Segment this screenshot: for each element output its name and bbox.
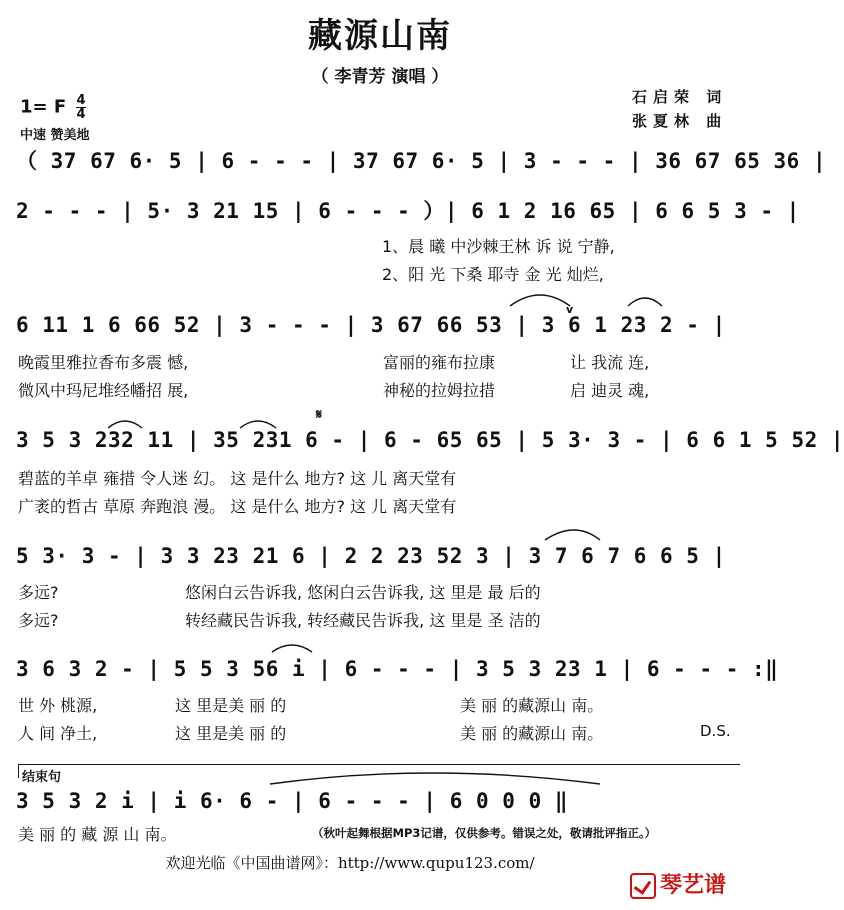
site-logo: [630, 868, 726, 899]
page-title: 藏源山南: [308, 16, 452, 56]
lyric-row-5-verse-2-a: 多远?: [18, 611, 59, 630]
lyric-row-2-verse-1: 1、晨 曦 中沙棘王林 诉 说 宁静,: [382, 237, 615, 256]
lyric-row-6-verse-1-b: 这 里是美 丽 的: [175, 696, 287, 715]
slur-arc: [108, 421, 142, 428]
segno-icon: 𝄋: [316, 407, 323, 423]
key-signature: [20, 94, 86, 121]
lyric-row-5-verse-2-b: 转经藏民告诉我, 转经藏民告诉我, 这 里是 圣 洁的: [185, 611, 541, 630]
lyric-row-6-verse-1-a: 世 外 桃源,: [18, 696, 98, 715]
notation-row-4: 3 5 3 232 11 | 35 231 6 - | 6 - 65 65 | 5 3· 3 - | 6 6 1 5 52 |: [16, 428, 844, 452]
lyric-row-5-verse-1-a: 多远?: [18, 583, 59, 602]
ending-label: 结束句: [22, 770, 62, 785]
music-logo-icon: [630, 873, 656, 899]
slur-arc: [240, 421, 276, 428]
lyric-row-6-verse-2-b: 这 里是美 丽 的: [175, 724, 287, 743]
slur-arc: [545, 530, 600, 540]
ending-bracket-tick: [18, 764, 19, 778]
lyric-row-6-verse-1-c: 美 丽 的藏源山 南。: [460, 696, 604, 715]
notation-row-3: 6 11 1 6 66 52 | 3 - - - | 3 67 66 53 | 3 6 1 23 2 - |: [16, 313, 726, 337]
slur-arc: [510, 295, 570, 306]
lyric-row-6-verse-2-c: 美 丽 的藏源山 南。: [460, 724, 604, 743]
lyric-row-6-verse-2-a: 人 间 净土,: [18, 724, 98, 743]
lyric-row-3-verse-2-a: 微风中玛尼堆经幡招 展,: [18, 381, 189, 400]
time-sig-bottom: 4: [76, 107, 86, 122]
dal-segno-mark: D.S.: [700, 722, 731, 740]
slur-arc: [272, 645, 312, 652]
transcriber-note: （秋叶起舞根据MP3记谱，仅供参考。错误之处，敬请批评指正。）: [312, 826, 657, 840]
lyric-row-3-verse-1-a: 晚霞里雅拉香布多震 憾,: [18, 353, 189, 372]
notation-row-1: （ 37 67 6· 5 | 6 - - - | 37 67 6· 5 | 3 - - - | 36 67 65 36 |: [16, 149, 827, 173]
lyric-row-4-verse-2: 广袤的哲古 草原 奔跑浪 漫。 这 是什么 地方? 这 儿 离天堂有: [18, 497, 457, 516]
key-label: 1= F: [20, 96, 67, 118]
lyric-row-3-verse-2-b: 神秘的拉姆拉措: [383, 381, 496, 400]
time-signature: [76, 94, 85, 121]
lyricist-credit: 石启荣 词: [632, 88, 728, 106]
logo-text: 琴艺谱: [660, 873, 727, 898]
singer-line: （ 李青芳 演唱 ）: [311, 67, 449, 87]
ending-bracket-line: [18, 764, 740, 765]
composer-credit: 张夏林 曲: [632, 112, 728, 130]
notation-row-5: 5 3· 3 - | 3 3 23 21 6 | 2 2 23 52 3 | 3 7 6 7 6 6 5 |: [16, 544, 726, 568]
slur-arc: [270, 773, 600, 784]
breath-mark: v: [566, 303, 574, 316]
lyric-row-2-verse-2: 2、阳 光 下桑 耶寺 金 光 灿烂,: [382, 265, 604, 284]
lyric-row-3-verse-1-b: 富丽的雍布拉康: [383, 353, 496, 372]
lyric-row-3-verse-1-c: 让 我流 连,: [570, 353, 650, 372]
lyric-row-5-verse-1-b: 悠闲白云告诉我, 悠闲白云告诉我, 这 里是 最 后的: [185, 583, 541, 602]
time-sig-top: 4: [76, 93, 86, 108]
notation-row-7: 3 5 3 2 i | i 6· 6 - | 6 - - - | 6 0 0 0 ‖: [16, 789, 569, 813]
lyric-row-7-a: 美 丽 的 藏 源 山 南。: [18, 825, 177, 844]
tempo-marking: 中速 赞美地: [20, 128, 90, 143]
notation-row-6: 3 6 3 2 - | 5 5 3 56 i | 6 - - - | 3 5 3 23 1 | 6 - - - :‖: [16, 657, 779, 681]
lyric-row-3-verse-2-c: 启 迪灵 魂,: [570, 381, 650, 400]
lyric-row-4-verse-1: 碧蓝的羊卓 雍措 令人迷 幻。 这 是什么 地方? 这 儿 离天堂有: [18, 469, 457, 488]
footer-link[interactable]: 欢迎光临《中国曲谱网》：http://www.qupu123.com/: [165, 854, 535, 872]
notation-row-2: 2 - - - | 5· 3 21 15 | 6 - - - ）| 6 1 2 16 65 | 6 6 5 3 - |: [16, 199, 800, 223]
slur-arc: [628, 298, 662, 306]
